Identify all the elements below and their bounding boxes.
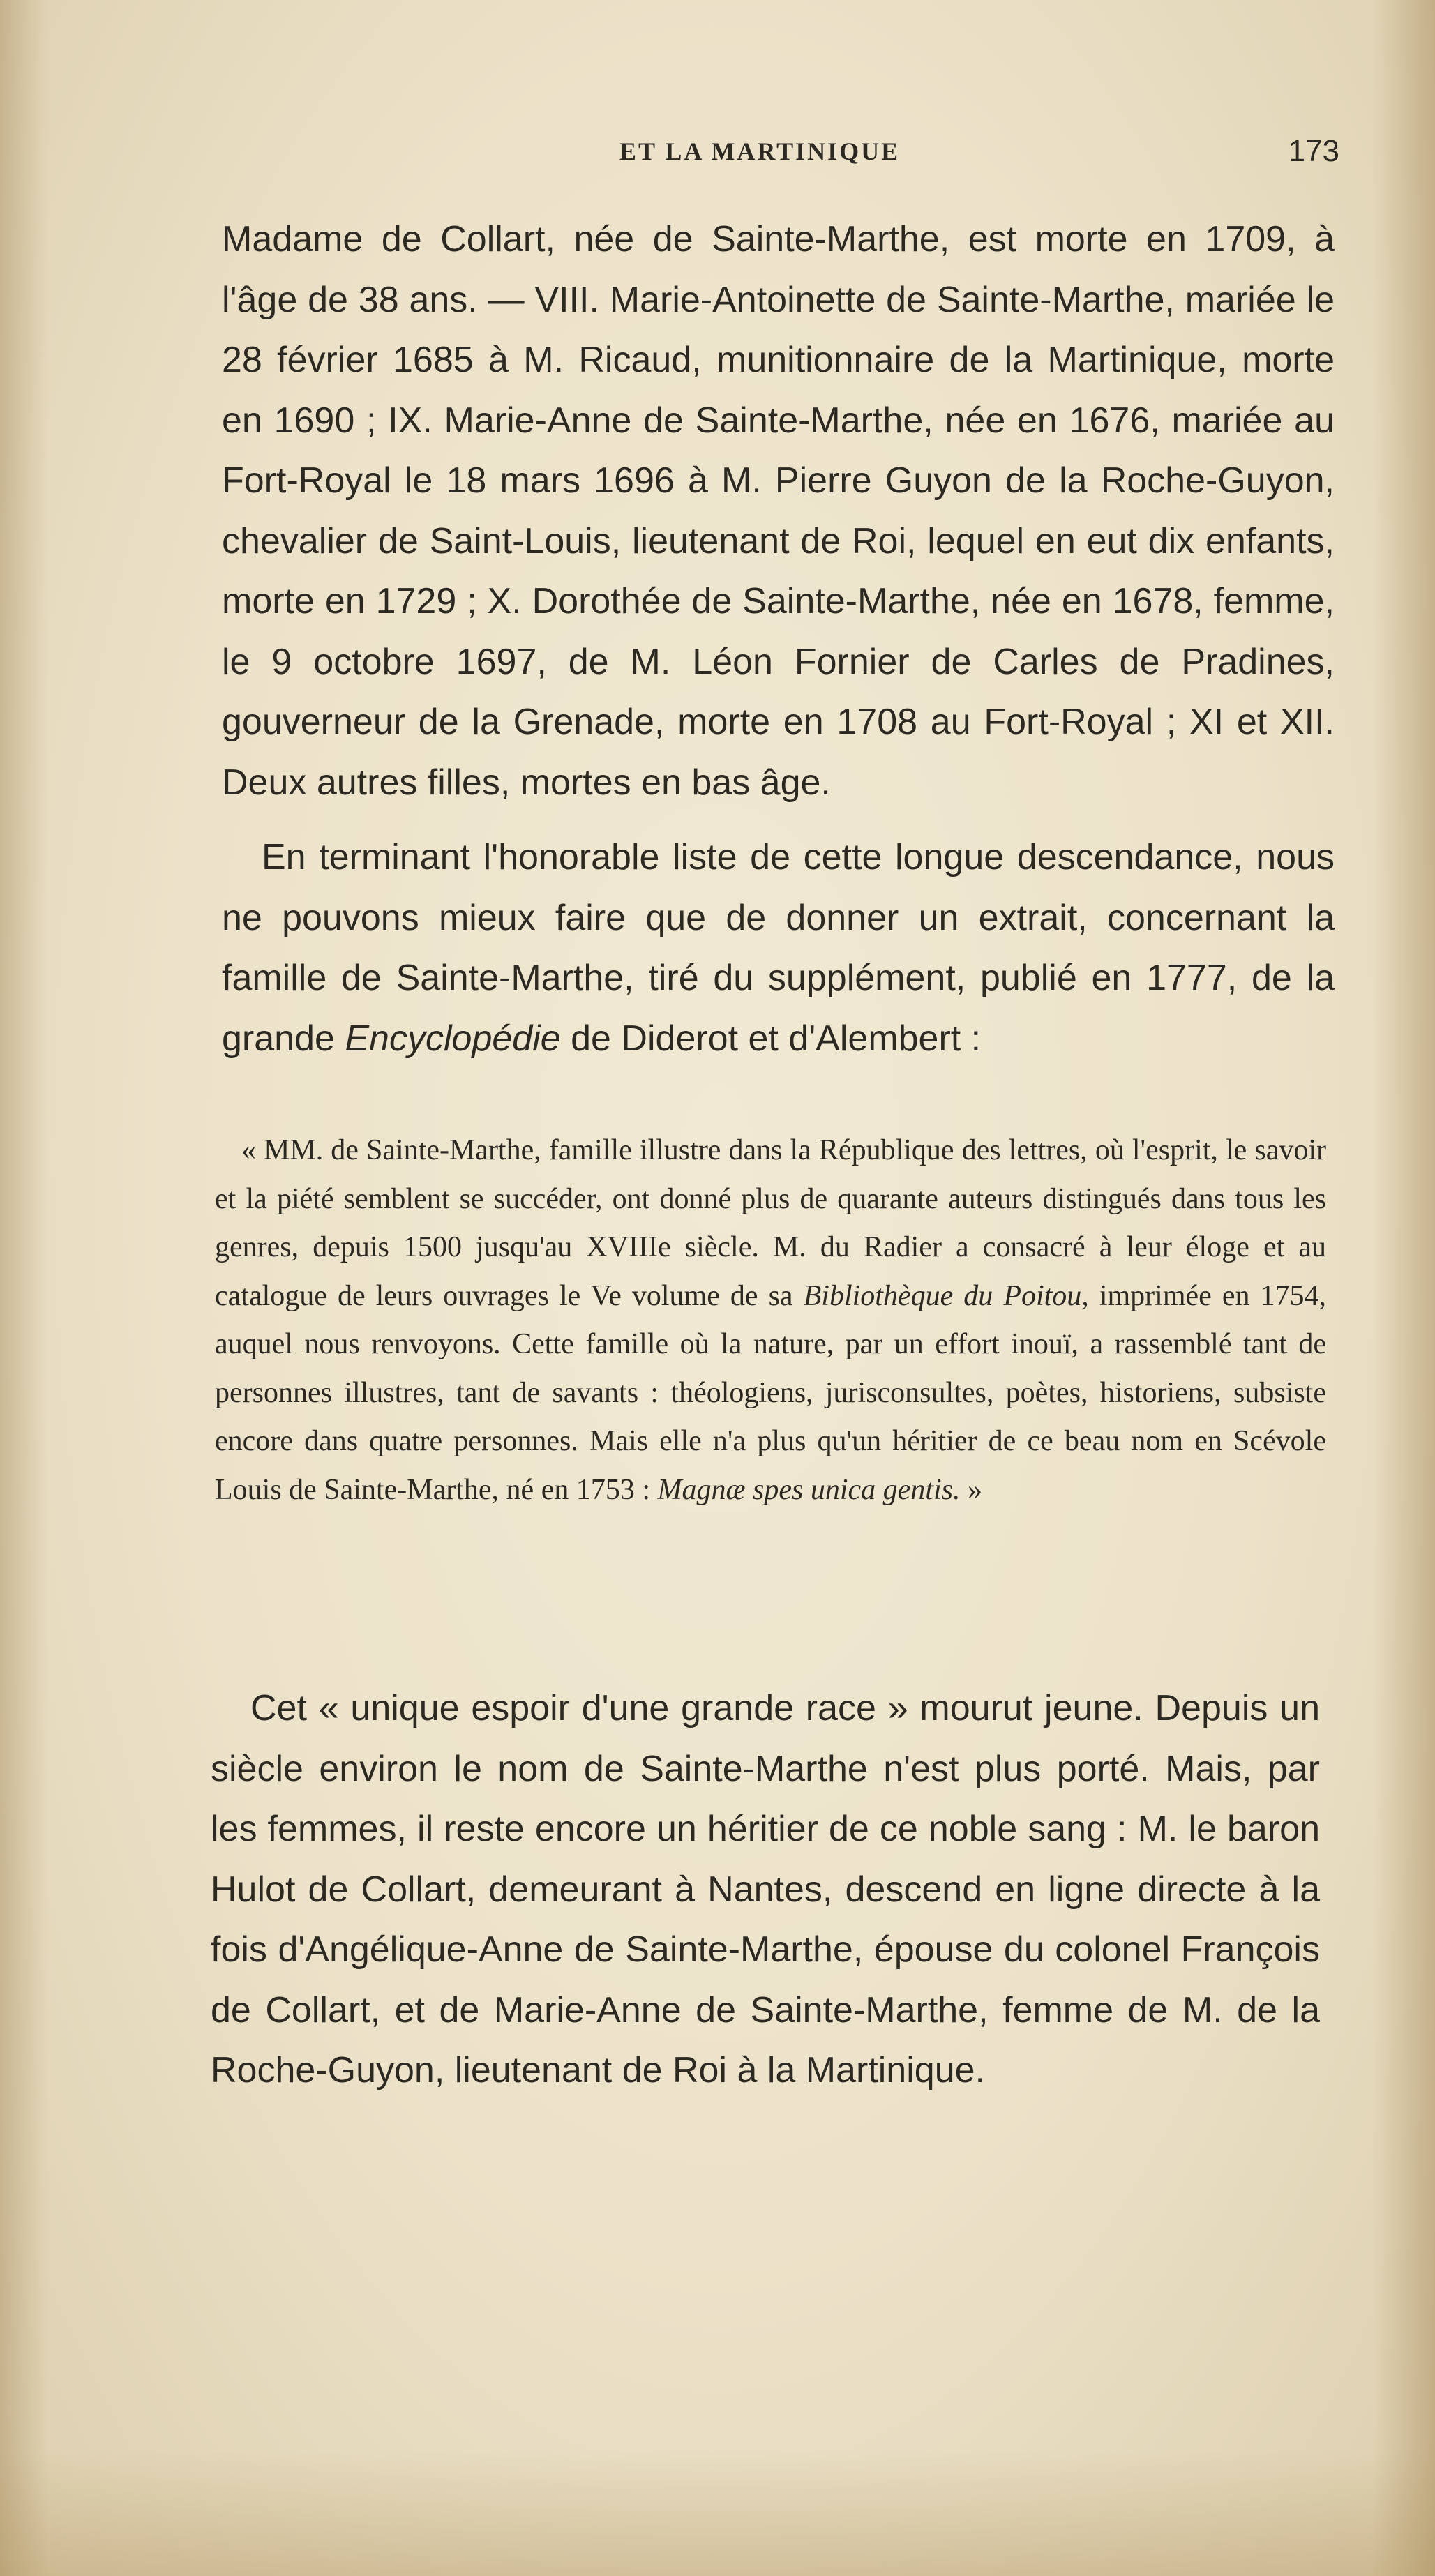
quotation-end: » — [960, 1473, 982, 1506]
latin-motto: Magnæ spes unica gentis. — [657, 1473, 961, 1506]
encyclopedie-title: Encyclopédie — [345, 1018, 561, 1059]
page-number: 173 — [1288, 134, 1339, 168]
quotation-middle: imprimée en 1754, auquel nous renvoyons. Cette famille où la nature, par un effort inouï, a rassemblé tant de personnes illustres, tant de savants : théologiens, jurisconsultes, poètes, historiens, subsiste encore dans quatre personnes. Mais elle n'a plus qu'un héritier de ce beau nom en Scévole Louis de Sainte-Marthe, né en 1753 : — [215, 1279, 1327, 1506]
paragraph-heir: Cet « unique espoir d'une grande race » mourut jeune. Depuis un siècle environ le nom de Sainte-Marthe n'est plus porté. Mais, par les femmes, il reste encore un héritier de ce noble sang : M. le baron Hulot de Collart, demeurant à Nantes, descend en ligne directe à la fois d'Angélique-Anne de Sainte-Marthe, épouse du colonel François de Collart, et de Marie-Anne de Sainte-Marthe, femme de M. de la Roche-Guyon, lieutenant de Roi à la Martinique. — [211, 1688, 1320, 2091]
running-title: ET LA MARTINIQUE — [619, 137, 901, 165]
paper-edge-shadow-bottom — [0, 2450, 1435, 2576]
paragraph-genealogy: Madame de Collart, née de Sainte-Marthe, est morte en 1709, à l'âge de 38 ans. — VIII. Marie-Antoinette de Sainte-Marthe, mariée le 28 février 1685 à M. Ricaud, munitionnaire de la Martinique, morte en 1690 ; IX. Marie-Anne de Sainte-Marthe, née en 1676, mariée au Fort-Royal le 18 mars 1696 à M. Pierre Guyon de la Roche-Guyon, chevalier de Saint-Louis, lieutenant de Roi, lequel en eut dix enfants, morte en 1729 ; X. Dorothée de Sainte-Marthe, née en 1678, femme, le 9 octobre 1697, de M. Léon Fornier de Carles de Pradines, gouverneur de la Grenade, morte en 1708 au Fort-Royal ; XI et XII. Deux autres filles, mortes en bas âge. — [222, 219, 1335, 803]
paragraph-encyclopedie-intro — [222, 827, 1335, 1069]
encyclopedie-quotation — [215, 1127, 1326, 1514]
paragraph-encyclopedie-intro-end: de Diderot et d'Alembert : — [560, 1018, 982, 1059]
bibliotheque-du-poitou-title: Bibliothèque du Poitou, — [803, 1279, 1089, 1312]
paragraph-encyclopedie-intro-start: En terminant l'honorable liste de cette longue descendance, nous ne pouvons mieux faire que de donner un extrait, concernant la famille de Sainte-Marthe, tiré du supplément, publié en 1777, de la grande — [222, 837, 1335, 1059]
paper-edge-shadow-right — [1372, 0, 1435, 2576]
paper-edge-shadow-left — [0, 0, 49, 2576]
quotation-start: « MM. de Sainte-Marthe, famille illustre dans la République des lettres, où l'esprit, le savoir et la piété semblent se succéder, ont donné plus de quarante auteurs distingués dans tous les genres, depuis 1500 jusqu'au XVIIIe siècle. M. du Radier a consacré à leur éloge et au catalogue de leurs ouvrages le Ve volume de sa — [215, 1134, 1326, 1312]
